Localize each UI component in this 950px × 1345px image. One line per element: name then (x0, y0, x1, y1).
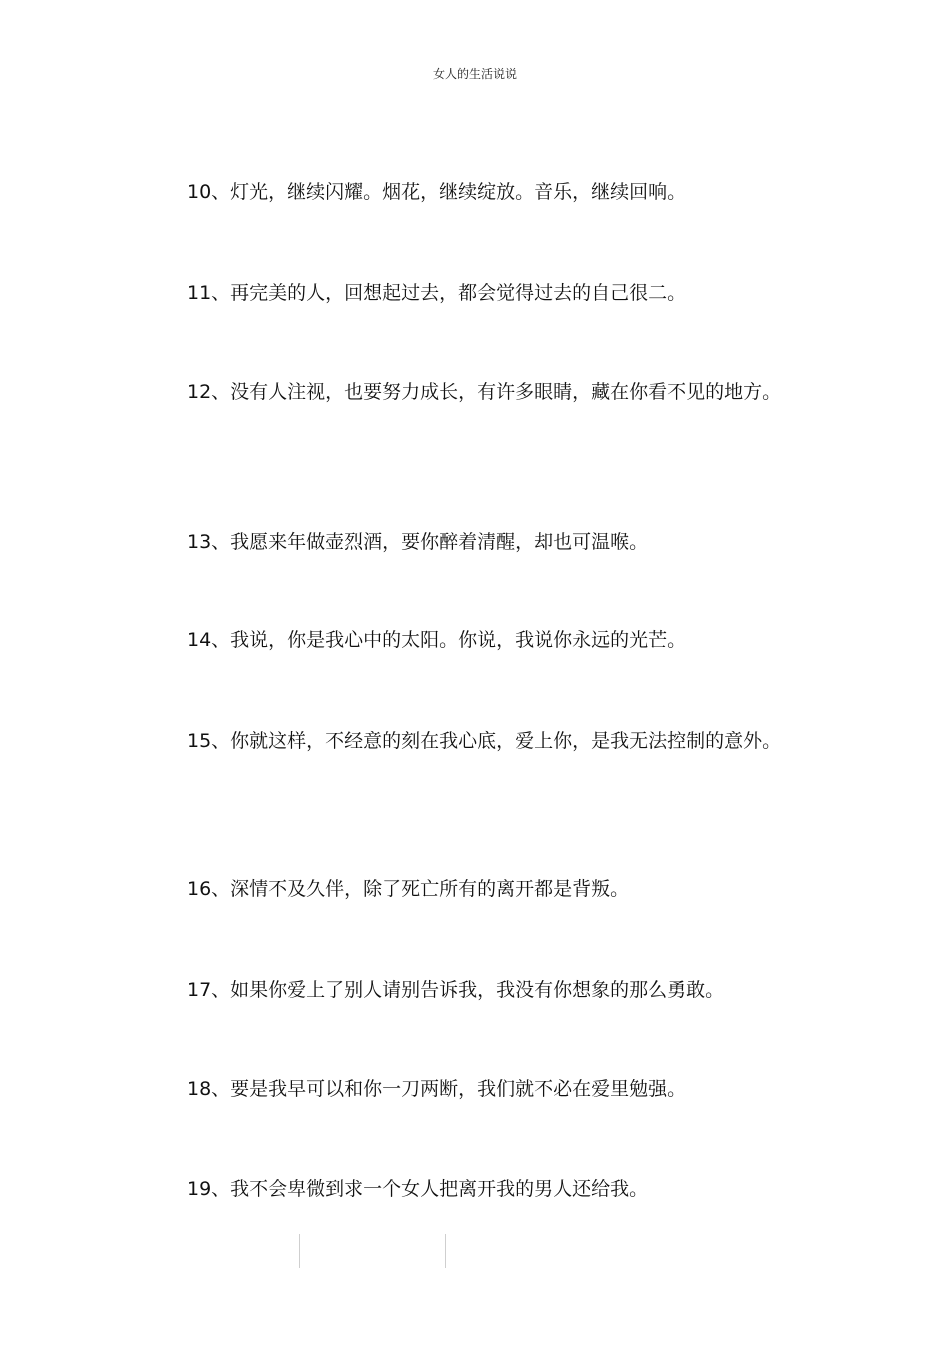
entry-17: 17、如果你爱上了别人请别告诉我，我没有你想象的那么勇敢。 (187, 979, 725, 1001)
entry-10: 10、灯光，继续闪耀。烟花，继续绽放。音乐，继续回响。 (187, 181, 687, 203)
entry-16: 16、深情不及久伴，除了死亡所有的离开都是背叛。 (187, 878, 630, 900)
divider-line-right (445, 1234, 446, 1268)
entry-19: 19、我不会卑微到求一个女人把离开我的男人还给我。 (187, 1178, 649, 1200)
divider-line-left (299, 1234, 300, 1268)
entry-15: 15、你就这样，不经意的刻在我心底，爱上你，是我无法控制的意外。 (187, 730, 782, 752)
entry-13: 13、我愿来年做壶烈酒，要你醉着清醒，却也可温喉。 (187, 531, 649, 553)
entry-11: 11、再完美的人，回想起过去，都会觉得过去的自己很二。 (187, 282, 687, 304)
entry-18: 18、要是我早可以和你一刀两断，我们就不必在爱里勉强。 (187, 1078, 687, 1100)
page-header: 女人的生活说说 (432, 67, 517, 81)
entry-14: 14、我说，你是我心中的太阳。你说，我说你永远的光芒。 (187, 629, 687, 651)
entry-12: 12、没有人注视，也要努力成长，有许多眼睛，藏在你看不见的地方。 (187, 381, 782, 403)
